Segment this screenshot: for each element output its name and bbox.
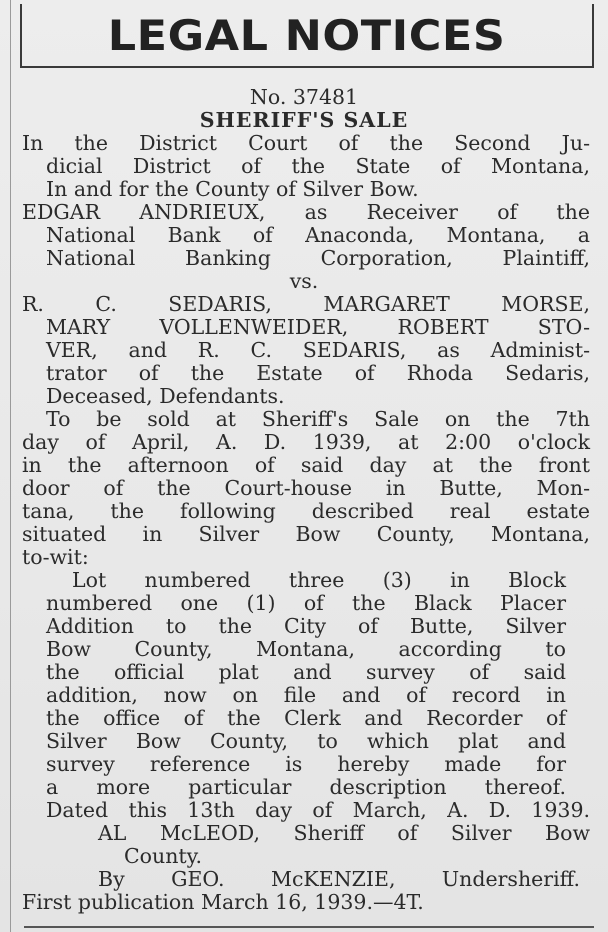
column-rule	[10, 0, 11, 932]
notice-line: a more particular description thereof.	[46, 775, 566, 799]
notice-line: addition, now on file and of record in	[46, 683, 566, 707]
notice-line: door of the Court-house in Butte, Mon-	[22, 476, 590, 500]
notice-line: tana, the following described real estate	[22, 499, 590, 523]
notice-line: National Bank of Anaconda, Montana, a	[46, 223, 590, 247]
notice-line: Deceased, Defendants.	[46, 384, 285, 408]
notice-line: In and for the County of Silver Bow.	[46, 177, 419, 201]
undersheriff-signature: By GEO. McKENZIE, Undersheriff.	[98, 867, 580, 891]
notice-line: R. C. SEDARIS, MARGARET MORSE,	[22, 292, 590, 316]
notice-line: trator of the Estate of Rhoda Sedaris,	[46, 361, 590, 385]
notice-line: numbered one (1) of the Black Placer	[46, 591, 566, 615]
notice-number: No. 37481	[249, 85, 359, 109]
sheriff-signature-county: County.	[124, 844, 203, 868]
notice-line: EDGAR ANDRIEUX, as Receiver of the	[22, 200, 590, 224]
notice-line: National Banking Corporation, Plaintiff,	[46, 246, 590, 270]
notice-line: in the afternoon of said day at the front	[22, 453, 590, 477]
notice-line: VER, and R. C. SEDARIS, as Administ-	[46, 338, 590, 362]
bottom-rule	[24, 926, 594, 928]
notice-line: vs.	[289, 269, 319, 293]
notice-heading: SHERIFF'S SALE	[199, 108, 409, 132]
notice-line: situated in Silver Bow County, Montana,	[22, 522, 590, 546]
notice-line: to-wit:	[22, 545, 89, 569]
notice-line: Silver Bow County, to which plat and	[46, 729, 566, 753]
header-box	[20, 4, 594, 68]
sheriff-signature: AL McLEOD, Sheriff of Silver Bow	[98, 821, 590, 845]
publication-line: First publication March 16, 1939.—4T.	[22, 890, 424, 914]
dated-line: Dated this 13th day of March, A. D. 1939.	[46, 798, 590, 822]
notice-line: In the District Court of the Second Ju-	[22, 131, 590, 155]
section-title: LEGAL NOTICES	[108, 10, 506, 60]
notice-line: survey reference is hereby made for	[46, 752, 566, 776]
notice-line: To be sold at Sheriff's Sale on the 7th	[46, 407, 590, 431]
notice-line: day of April, A. D. 1939, at 2:00 o'clock	[22, 430, 590, 454]
notice-line: MARY VOLLENWEIDER, ROBERT STO-	[46, 315, 590, 339]
notice-line: Addition to the City of Butte, Silver	[46, 614, 566, 638]
notice-line: the official plat and survey of said	[46, 660, 566, 684]
notice-line: dicial District of the State of Montana,	[46, 154, 590, 178]
notice-line: the office of the Clerk and Recorder of	[46, 706, 566, 730]
notice-line: Lot numbered three (3) in Block	[72, 568, 566, 592]
notice-line: Bow County, Montana, according to	[46, 637, 566, 661]
